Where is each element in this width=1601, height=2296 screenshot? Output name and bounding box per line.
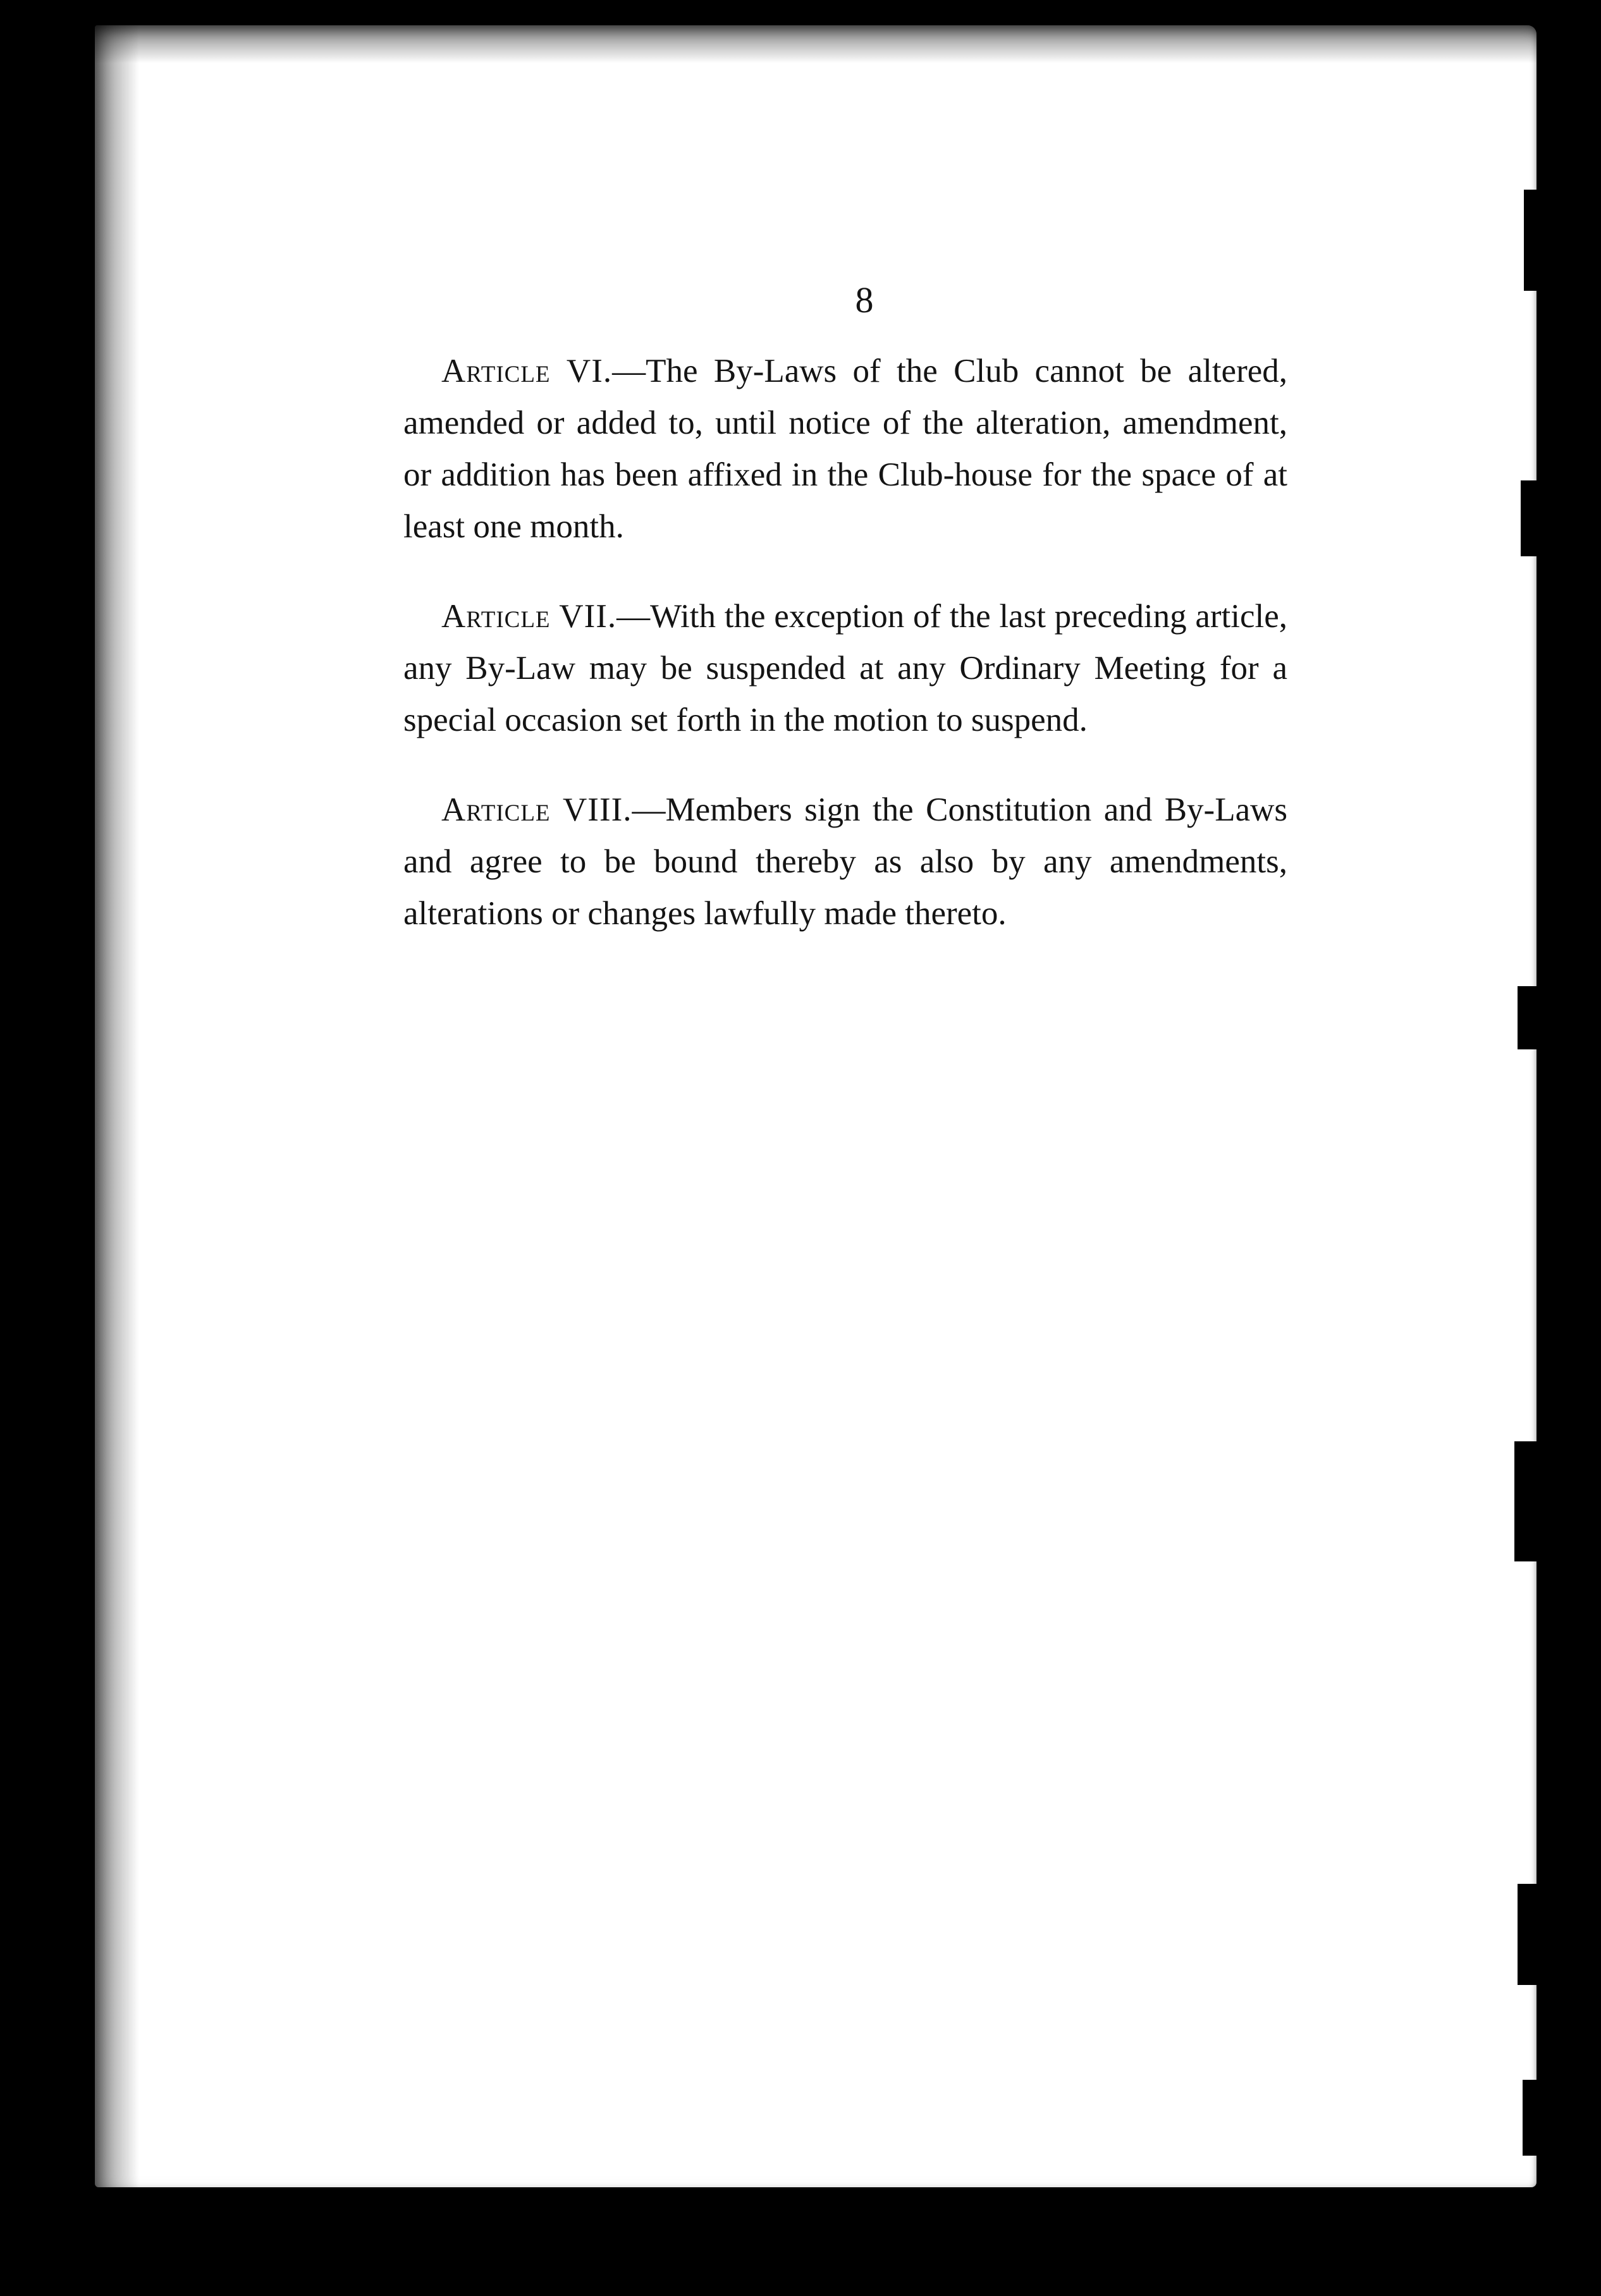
article-text: —With the exception of the last preceding article, any By-Law may be suspended at any Ordinary Meeting for a special occasion set forth in the motion to suspend. [403, 598, 1287, 738]
page-number: 8 [855, 279, 874, 321]
page-text-block [403, 278, 1287, 977]
torn-edge-mark [1514, 1441, 1537, 1561]
article-vi [403, 345, 1287, 553]
article-text: —The By-Laws of the Club cannot be altered, amended or added to, until notice of the alteration, amendment, or addition has been affixed in the Club-house for the space of at least one month. [403, 353, 1287, 545]
article-heading: Article VIII. [441, 791, 632, 828]
torn-edge-mark [1518, 986, 1538, 1049]
article-text: —Members sign the Constitution and By-Laws and agree to be bound thereby as also by any amendments, alterations or changes lawfully made thereto. [403, 791, 1287, 932]
torn-edge-mark [1521, 480, 1540, 556]
article-viii [403, 784, 1287, 939]
torn-edge-mark [1518, 1884, 1538, 1985]
torn-edge-mark [1524, 190, 1542, 291]
torn-edge-mark [1523, 2080, 1538, 2156]
article-heading: Article VII. [441, 598, 617, 635]
article-heading: Article VI. [441, 353, 613, 389]
article-vii [403, 590, 1287, 746]
